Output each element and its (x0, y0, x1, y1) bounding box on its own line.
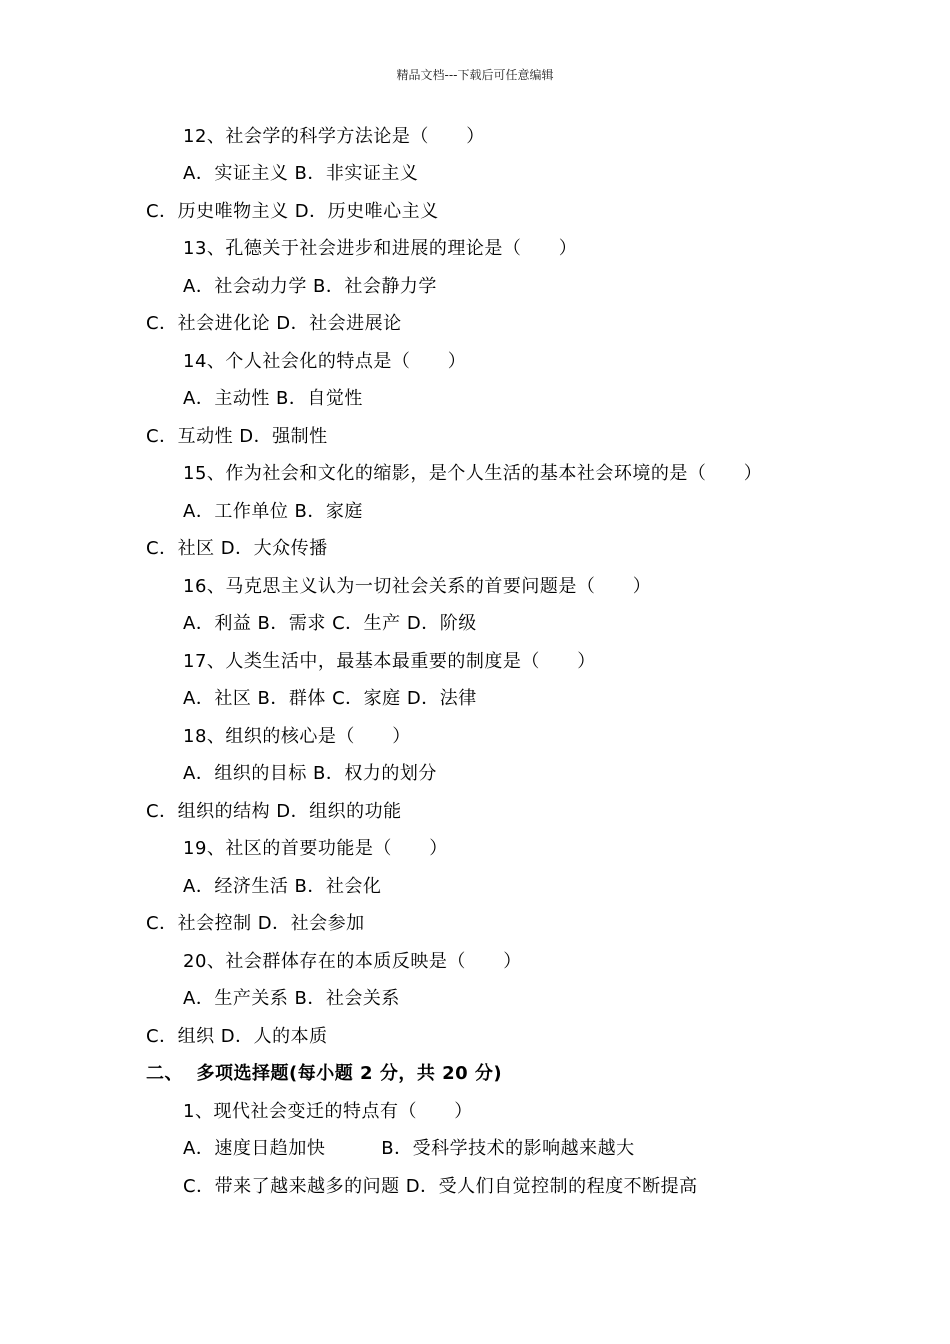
question-15-options-cd: C．社区 D．大众传播 (146, 538, 328, 559)
question-20-options-ab: A．生产关系 B．社会关系 (183, 988, 400, 1009)
question-12: 12、社会学的科学方法论是（ ） (183, 126, 485, 147)
question-15-options-ab: A．工作单位 B．家庭 (183, 501, 363, 522)
question-18-options-cd: C．组织的结构 D．组织的功能 (146, 801, 402, 822)
section-heading-multiple-choice: 二、 多项选择题(每小题 2 分，共 20 分) (146, 1063, 503, 1084)
question-16: 16、马克思主义认为一切社会关系的首要问题是（ ） (183, 576, 652, 597)
mc-question-1-options-cd: C．带来了越来越多的问题 D．受人们自觉控制的程度不断提高 (183, 1176, 698, 1197)
question-20: 20、社会群体存在的本质反映是（ ） (183, 951, 522, 972)
question-13: 13、孔德关于社会进步和进展的理论是（ ） (183, 238, 578, 259)
question-13-options-cd: C．社会进化论 D．社会进展论 (146, 313, 402, 334)
mc-question-1-options-ab: A．速度日趋加快 B．受科学技术的影响越来越大 (183, 1138, 635, 1159)
question-18-options-ab: A．组织的目标 B．权力的划分 (183, 763, 437, 784)
question-14-options-ab: A．主动性 B．自觉性 (183, 388, 363, 409)
question-17-options: A．社区 B．群体 C．家庭 D．法律 (183, 688, 477, 709)
question-16-options: A．利益 B．需求 C．生产 D．阶级 (183, 613, 477, 634)
question-14: 14、个人社会化的特点是（ ） (183, 351, 467, 372)
question-18: 18、组织的核心是（ ） (183, 726, 411, 747)
question-17: 17、人类生活中，最基本最重要的制度是（ ） (183, 651, 596, 672)
question-20-options-cd: C．组织 D．人的本质 (146, 1026, 328, 1047)
question-19-options-cd: C．社会控制 D．社会参加 (146, 913, 365, 934)
question-19: 19、社区的首要功能是（ ） (183, 838, 448, 859)
question-12-options-ab: A．实证主义 B．非实证主义 (183, 163, 419, 184)
mc-question-1: 1、现代社会变迁的特点有（ ） (183, 1101, 473, 1122)
question-12-options-cd: C．历史唯物主义 D．历史唯心主义 (146, 201, 439, 222)
question-19-options-ab: A．经济生活 B．社会化 (183, 876, 382, 897)
question-15: 15、作为社会和文化的缩影，是个人生活的基本社会环境的是（ ） (183, 463, 763, 484)
question-13-options-ab: A．社会动力学 B．社会静力学 (183, 276, 437, 297)
question-14-options-cd: C．互动性 D．强制性 (146, 426, 328, 447)
page-header: 精品文档---下载后可任意编辑 (396, 68, 554, 82)
